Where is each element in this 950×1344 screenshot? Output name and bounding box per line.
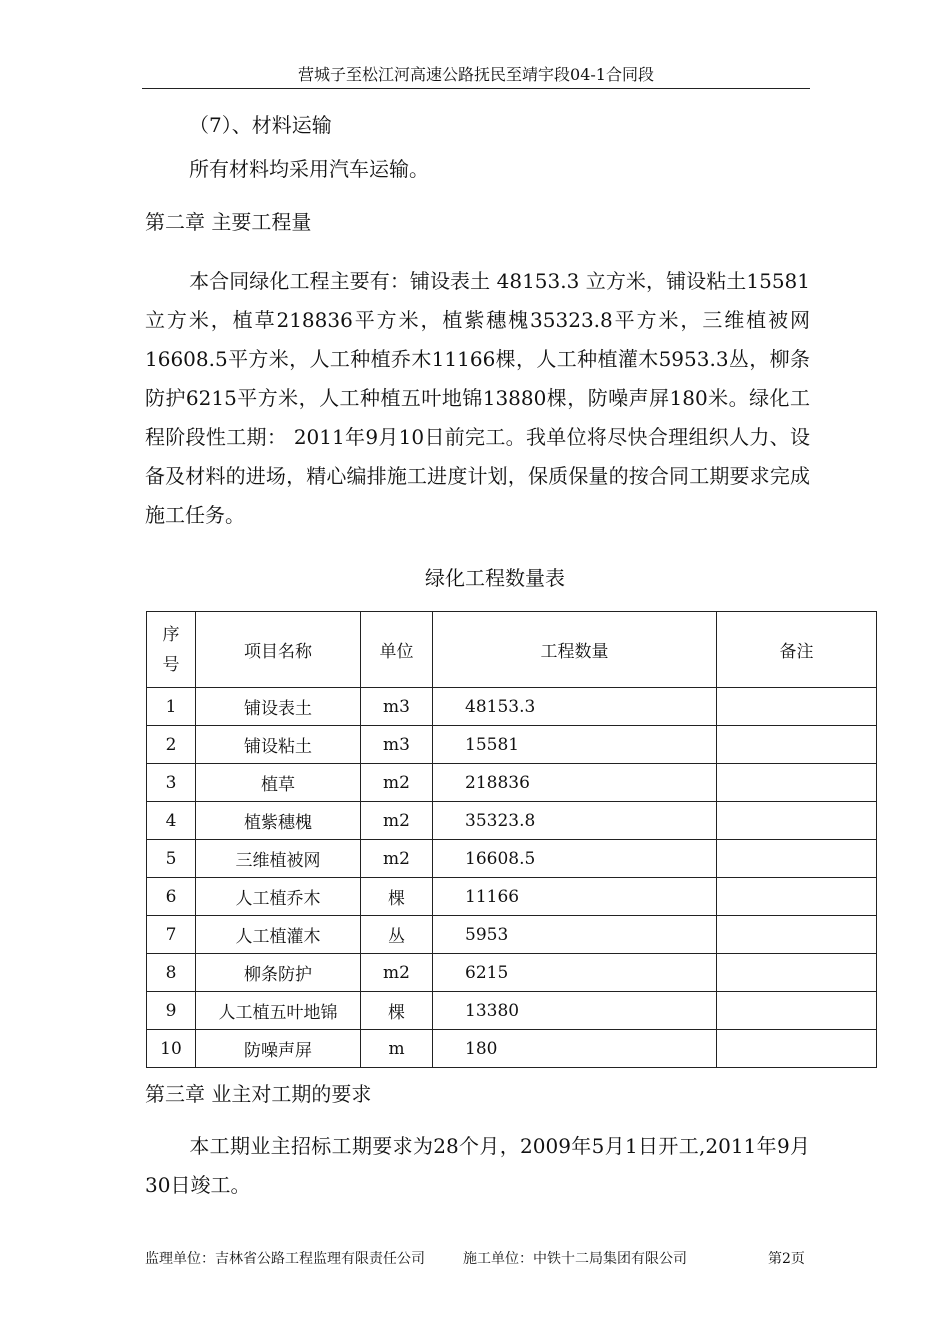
- cell-name: 植草: [196, 764, 361, 802]
- chapter-3-paragraph-text: 本工期业主招标工期要求为28个月，2009年5月1日开工,2011年9月30日竣工。: [145, 1134, 810, 1197]
- cell-no: 9: [147, 992, 196, 1030]
- table-row: [147, 726, 877, 764]
- chapter-3-title: 第三章 业主对工期的要求: [145, 1082, 372, 1106]
- header-divider: [142, 88, 810, 89]
- cell-name: 人工植乔木: [196, 878, 361, 916]
- cell-name: 铺设表土: [196, 688, 361, 726]
- header-cell-quantity: 工程数量: [433, 612, 717, 688]
- chapter-2-title: 第二章 主要工程量: [145, 210, 312, 234]
- cell-quantity: 6215: [433, 954, 717, 992]
- cell-quantity: 13380: [433, 992, 717, 1030]
- chapter-2-paragraph: [145, 262, 810, 535]
- cell-unit: m3: [361, 688, 433, 726]
- cell-name: 植紫穗槐: [196, 802, 361, 840]
- chapter-2-paragraph-text: 本合同绿化工程主要有：铺设表土 48153.3 立方米，铺设粘土15581立方米，植草218836平方米，植紫穗槐35323.8平方米，三维植被网16608.5平方米，人工种植乔木11166棵，人工种植灌木5953.3丛，柳条防护6215平方米，人工种植五叶地锦13880棵，防噪声屏180米。绿化工程阶段性工期： 2011年9月10日前完工。我单位将尽快合理组织人力、设备及材料的进场，精心编排施工进度计划，保质保量的按合同工期要求完成施工任务。: [145, 269, 810, 527]
- table-row: [147, 878, 877, 916]
- cell-quantity: 15581: [433, 726, 717, 764]
- cell-no: 4: [147, 802, 196, 840]
- section-7-text: 所有材料均采用汽车运输。: [189, 157, 429, 181]
- table-row: [147, 802, 877, 840]
- cell-name: 柳条防护: [196, 954, 361, 992]
- cell-name: 人工植五叶地锦: [196, 992, 361, 1030]
- cell-note: [717, 954, 877, 992]
- cell-unit: m3: [361, 726, 433, 764]
- table-row: [147, 764, 877, 802]
- cell-no: 7: [147, 916, 196, 954]
- cell-no: 3: [147, 764, 196, 802]
- chapter-3-paragraph: [145, 1127, 810, 1205]
- cell-quantity: 180: [433, 1030, 717, 1068]
- quantity-table: [146, 611, 877, 1068]
- cell-unit: m2: [361, 954, 433, 992]
- cell-note: [717, 840, 877, 878]
- table-row: [147, 954, 877, 992]
- footer-page-number: 第2页: [768, 1251, 805, 1267]
- table-row: [147, 916, 877, 954]
- cell-name: 人工植灌木: [196, 916, 361, 954]
- cell-note: [717, 1030, 877, 1068]
- cell-note: [717, 992, 877, 1030]
- table-header-row: [147, 612, 877, 688]
- cell-unit: 丛: [361, 916, 433, 954]
- cell-note: [717, 764, 877, 802]
- page-header: 营城子至松江河高速公路抚民至靖宇段04-1合同段: [298, 65, 654, 84]
- cell-unit: m2: [361, 840, 433, 878]
- table-row: [147, 688, 877, 726]
- cell-unit: m: [361, 1030, 433, 1068]
- cell-no: 1: [147, 688, 196, 726]
- cell-quantity: 11166: [433, 878, 717, 916]
- cell-note: [717, 726, 877, 764]
- cell-unit: m2: [361, 764, 433, 802]
- cell-name: 三维植被网: [196, 840, 361, 878]
- footer-contractor: 施工单位：中铁十二局集团有限公司: [463, 1251, 687, 1267]
- table-row: [147, 840, 877, 878]
- cell-no: 6: [147, 878, 196, 916]
- cell-quantity: 218836: [433, 764, 717, 802]
- cell-quantity: 48153.3: [433, 688, 717, 726]
- cell-unit: 棵: [361, 992, 433, 1030]
- cell-note: [717, 688, 877, 726]
- cell-note: [717, 916, 877, 954]
- header-cell-note: 备注: [717, 612, 877, 688]
- table-title: 绿化工程数量表: [425, 566, 565, 590]
- footer-supervisor: 监理单位：吉林省公路工程监理有限责任公司: [145, 1251, 425, 1267]
- table-row: [147, 1030, 877, 1068]
- cell-name: 防噪声屏: [196, 1030, 361, 1068]
- cell-unit: m2: [361, 802, 433, 840]
- section-7-title: （7）、材料运输: [189, 113, 332, 137]
- cell-quantity: 16608.5: [433, 840, 717, 878]
- header-cell-name: 项目名称: [196, 612, 361, 688]
- cell-name: 铺设粘土: [196, 726, 361, 764]
- cell-note: [717, 802, 877, 840]
- cell-unit: 棵: [361, 878, 433, 916]
- cell-no: 10: [147, 1030, 196, 1068]
- cell-note: [717, 878, 877, 916]
- header-cell-unit: 单位: [361, 612, 433, 688]
- cell-quantity: 5953: [433, 916, 717, 954]
- table-row: [147, 992, 877, 1030]
- cell-no: 8: [147, 954, 196, 992]
- cell-quantity: 35323.8: [433, 802, 717, 840]
- cell-no: 2: [147, 726, 196, 764]
- header-cell-no: 序号: [147, 612, 196, 688]
- cell-no: 5: [147, 840, 196, 878]
